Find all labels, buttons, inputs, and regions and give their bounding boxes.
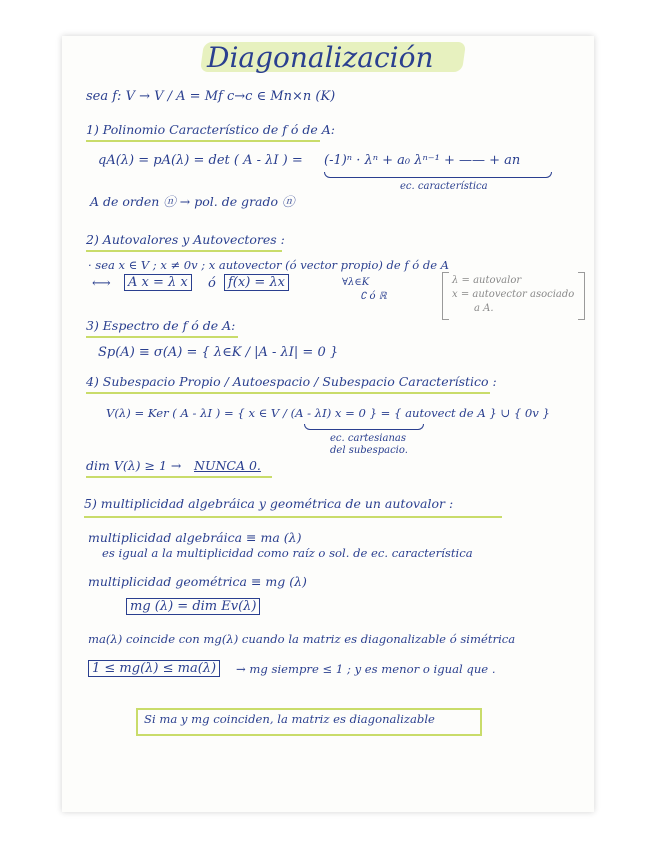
alg-mult-desc: es igual a la multiplicidad como raíz o sol. de ec. característica: [102, 546, 473, 560]
or-text: ó: [208, 276, 216, 291]
section-1-heading: 1) Polinomio Característico de f ó de A:: [86, 122, 336, 137]
section-4-heading: 4) Subespacio Propio / Autoespacio / Subespacio Característico :: [86, 374, 497, 389]
section-1-underline: [86, 140, 320, 142]
spectrum-formula: Sp(A) ≡ σ(A) = { λ∈K / |A - λI| = 0 }: [98, 345, 339, 360]
geom-mult-def: multiplicidad geométrica ≡ mg (λ): [88, 574, 307, 589]
legend-eigenvector: x = autovector asociado: [452, 289, 575, 300]
legend-eigenvalue: λ = autovalor: [452, 275, 522, 286]
order-degree-line: A de orden ⓝ → pol. de grado ⓝ: [90, 194, 295, 209]
field-note: ∁ ó ℝ: [360, 291, 387, 302]
char-eq-note: ec. característica: [400, 181, 488, 192]
forall-lambda: ∀λ∈K: [342, 277, 370, 288]
geom-mult-box: mg (λ) = dim Ev(λ): [126, 598, 260, 615]
cartesian-note-2: del subespacio.: [330, 445, 408, 456]
eigenspace-formula: V(λ) = Ker ( A - λI ) = { x ∈ V / (A - λI) x = 0 } = { autovect de A } ∪ { 0v }: [106, 406, 550, 420]
char-poly-brace: [324, 172, 552, 178]
char-poly-right: (-1)ⁿ · λⁿ + a₀ λⁿ⁻¹ + —— + an: [324, 153, 521, 168]
alg-mult-def: multiplicidad algebráica ≡ ma (λ): [88, 530, 302, 545]
legend-bracket-left: [442, 272, 449, 320]
eigen-eq-matrix: A x = λ x: [124, 274, 192, 291]
intro-line: sea f: V → V / A = Mf c→c ∈ Mn×n (K): [86, 89, 336, 104]
eigenvector-def: · sea x ∈ V ; x ≠ 0v ; x autovector (ó vector propio) de f ó de A: [88, 258, 449, 272]
eigen-eq-function: f(x) = λx: [224, 274, 289, 291]
section-3-heading: 3) Espectro de f ó de A:: [86, 318, 236, 333]
dimension-underline: [86, 476, 272, 478]
legend-bracket-right: [578, 272, 585, 320]
coincide-line: ma(λ) coincide con mg(λ) cuando la matriz es diagonalizable ó simétrica: [88, 632, 516, 646]
section-5-heading: 5) multiplicidad algebráica y geométrica de un autovalor :: [84, 496, 454, 511]
section-4-underline: [86, 392, 490, 394]
eigenspace-brace: [304, 424, 424, 430]
equiv-arrow: ⟷: [92, 276, 111, 291]
page-title: Diagonalización: [207, 41, 434, 74]
dimension-line: dim V(λ) ≥ 1 →: [86, 458, 182, 473]
section-2-heading: 2) Autovalores y Autovectores :: [86, 232, 285, 247]
legend-assoc: a A.: [474, 303, 494, 314]
cartesian-note-1: ec. cartesianas: [330, 433, 406, 444]
notebook-page: [62, 36, 594, 812]
mult-inequality-box: 1 ≤ mg(λ) ≤ ma(λ): [88, 660, 220, 677]
section-2-underline: [86, 250, 282, 252]
section-3-underline: [86, 336, 238, 338]
char-poly-left: qA(λ) = pA(λ) = det ( A - λI ) =: [98, 153, 303, 168]
section-5-underline: [84, 516, 502, 518]
conclusion-text: Si ma y mg coinciden, la matriz es diagonalizable: [144, 712, 435, 726]
never-zero: NUNCA 0.: [194, 458, 261, 473]
mult-inequality-note: → mg siempre ≤ 1 ; y es menor o igual que .: [236, 662, 496, 676]
